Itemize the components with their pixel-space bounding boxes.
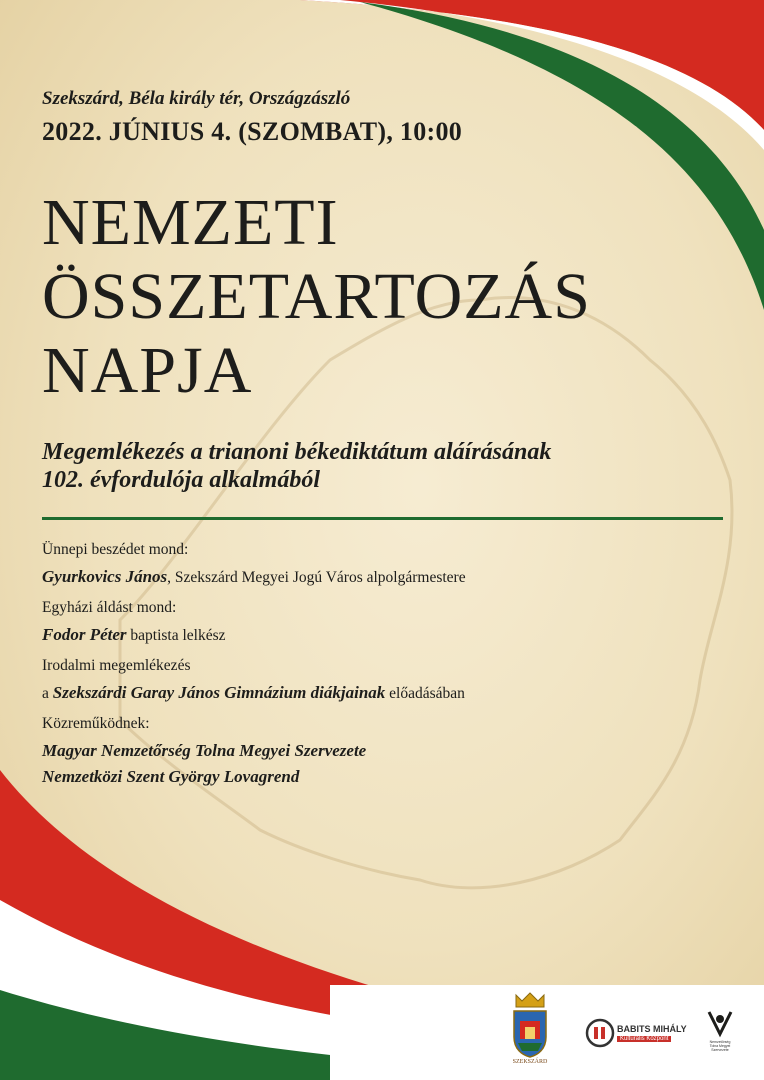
contributors-label: Közreműködnek:: [42, 715, 150, 732]
program-section: [42, 541, 732, 793]
literary-line: [42, 683, 732, 703]
literary-name: Szekszárdi Garay János Gimnázium diákjainak: [52, 683, 386, 702]
speech-label: Ünnepi beszédet mond:: [42, 541, 189, 558]
event-date: 2022. JÚNIUS 4. (SZOMBAT), 10:00: [42, 117, 463, 146]
blessing-role: baptista lelkész: [126, 627, 226, 644]
literary-suffix: előadásában: [385, 685, 465, 702]
title-line-1: NEMZETI: [42, 186, 339, 259]
speech-line: [42, 567, 732, 587]
nemzetorseg-emblem-icon: [705, 1008, 735, 1038]
speech-name: Gyurkovics János: [42, 567, 168, 586]
babits-mihaly-logo: [585, 1015, 689, 1051]
babits-subtitle: Kulturális Központ: [617, 1036, 671, 1042]
title-line-3: NAPJA: [42, 334, 253, 407]
literary-prefix: a: [42, 685, 53, 702]
babits-emblem-icon: [585, 1018, 615, 1048]
divider-line: [42, 517, 723, 520]
title-line-2: ÖSSZETARTOZÁS: [42, 260, 591, 333]
blessing-name: Fodor Péter: [42, 625, 127, 644]
event-location: Szekszárd, Béla király tér, Országzászló: [42, 88, 351, 109]
blessing-label: Egyházi áldást mond:: [42, 599, 177, 616]
event-subtitle: [42, 438, 722, 494]
literary-label: Irodalmi megemlékezés: [42, 657, 191, 674]
szekszard-caption: SZEKSZÁRD: [512, 1059, 548, 1065]
nemzetorseg-logo: [705, 1008, 735, 1068]
subtitle-line-2: 102. évfordulója alkalmából: [42, 467, 320, 493]
nemzetorseg-text: Nemzetőrség Tolna Megyei Szervezete: [709, 1040, 731, 1052]
blessing-line: [42, 625, 732, 645]
flag-wave-red-top: [300, 0, 764, 130]
subtitle-line-1: Megemlékezés a trianoni békediktátum aláírásának: [42, 439, 552, 465]
speech-role: , Szekszárd Megyei Jogú Város alpolgármestere: [167, 569, 466, 586]
contributor-2: Nemzetközi Szent György Lovagrend: [42, 767, 300, 786]
coat-of-arms-icon: [508, 991, 552, 1059]
contributor-1: Magyar Nemzetőrség Tolna Megyei Szervezete: [42, 741, 367, 760]
event-title: [42, 186, 591, 408]
szekszard-coat-of-arms-logo: [508, 991, 552, 1071]
babits-name: BABITS MIHÁLY: [617, 1024, 687, 1034]
